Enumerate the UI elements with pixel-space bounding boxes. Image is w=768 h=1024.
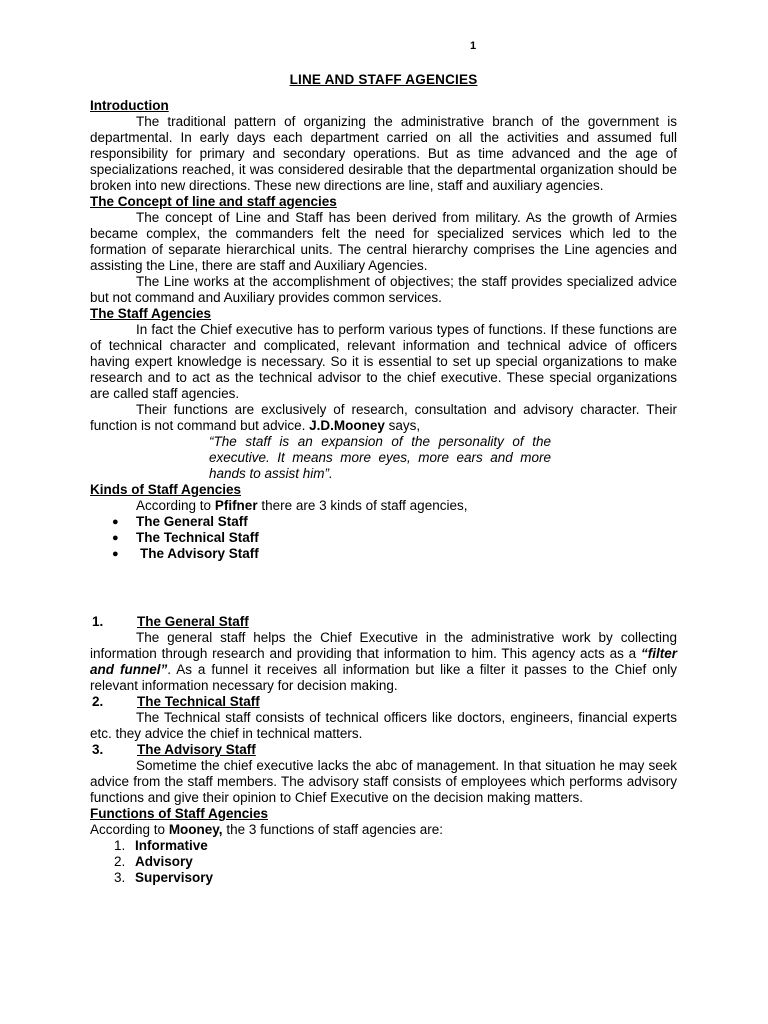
staff-agencies-heading: The Staff Agencies [90,306,212,321]
section-number: 1. [92,614,104,629]
document-title: LINE AND STAFF AGENCIES [289,72,478,87]
function-label: Supervisory [135,870,214,885]
functions-list [90,838,677,886]
kinds-intro-pre: According to [136,498,212,513]
list-item [114,870,677,886]
functions-intro-pre: According to [90,822,166,837]
kinds-intro [90,498,677,514]
item-number: 1. [114,838,126,853]
staff-p2-tail: says, [388,418,421,433]
list-item [112,546,677,562]
page-number: 1 [470,40,477,52]
section-number: 3. [92,742,104,757]
function-label: Advisory [135,854,193,869]
section-heading: The Technical Staff [137,694,260,709]
functions-heading: Functions of Staff Agencies [90,806,269,821]
kind-label: The General Staff [136,514,248,529]
kind-label: The Advisory Staff [140,546,259,561]
list-item [114,838,677,854]
kinds-intro-post: there are 3 kinds of staff agencies, [261,498,468,513]
staff-paragraph-2 [90,402,677,434]
staff-paragraph-1: In fact the Chief executive has to perform various types of functions. If these functions are of technical character and complicated, relevant information and technical advice of officers having expert knowledge is necessary. So it is essential to set up special organizations to make research and to act as the technical advisor to the chief executive. These special organizations are called staff agencies. [90,322,677,401]
bullet-icon: ● [112,532,119,544]
functions-intro-post: the 3 functions of staff agencies are: [226,822,443,837]
kinds-heading: Kinds of Staff Agencies [90,482,242,497]
technical-staff-paragraph: The Technical staff consists of technical officers like doctors, engineers, financial experts etc. they advice the chief in technical matters. [90,710,677,741]
document-body [90,98,677,886]
bullet-icon: ● [112,548,119,560]
intro-heading: Introduction [90,98,169,113]
author-name-pfifner: Pfifner [214,498,258,513]
spacer [90,562,677,614]
section-heading: The General Staff [137,614,249,629]
concept-paragraph-2: The Line works at the accomplishment of objectives; the staff provides specialized advice but not command and Auxiliary provides common services. [90,274,677,305]
intro-paragraph: The traditional pattern of organizing the administrative branch of the government is departmental. In early days each department carried on all the activities and assumed full responsibility for primary and secondary operations. But as time advanced and the age of specializations reached, it was considered desirable that the departmental organization should be broken into new directions. These new directions are line, staff and auxiliary agencies. [90,114,677,193]
advisory-staff-paragraph: Sometime the chief executive lacks the abc of management. In that situation he may seek advice from the staff members. The advisory staff consists of employees which performs advisory functions and give their opinion to Chief Executive on the decision making matters. [90,758,677,805]
section-header [90,694,677,710]
author-name-mooney: J.D.Mooney [309,418,385,433]
filter-funnel-phrase: “filter and funnel” [90,646,677,677]
list-item [112,530,677,546]
functions-intro [90,822,677,838]
general-staff-paragraph [90,630,677,694]
mooney-quote: “The staff is an expansion of the personality of the executive. It means more eyes, more ears and more hands to assist him”. [209,434,551,481]
general-staff-text: The general staff helps the Chief Executive in the administrative work by collecting information through research and providing that information to him. This agency acts as a [90,630,677,661]
list-item [112,514,677,530]
item-number: 3. [114,870,126,885]
section-header [90,614,677,630]
list-item [114,854,677,870]
author-name-mooney-2: Mooney, [168,822,223,837]
kinds-list [90,514,677,562]
concept-heading: The Concept of line and staff agencies [90,194,337,209]
item-number: 2. [114,854,126,869]
staff-p2-text: Their functions are exclusively of research, consultation and advisory character. Their function is not command but advice. [90,402,677,433]
concept-paragraph-1: The concept of Line and Staff has been derived from military. As the growth of Armies became complex, the commanders felt the need for specialized services which led to the formation of separate hierarchical units. The central hierarchy comprises the Line agencies and assisting the Line, there are staff and Auxiliary Agencies. [90,210,677,273]
section-heading: The Advisory Staff [137,742,256,757]
section-number: 2. [92,694,104,709]
bullet-icon: ● [112,516,119,528]
kind-label: The Technical Staff [136,530,259,545]
function-label: Informative [135,838,208,853]
general-staff-text-tail: . As a funnel it receives all information but like a filter it passes to the Chief only relevant information necessary for decision making. [90,662,677,693]
section-header [90,742,677,758]
